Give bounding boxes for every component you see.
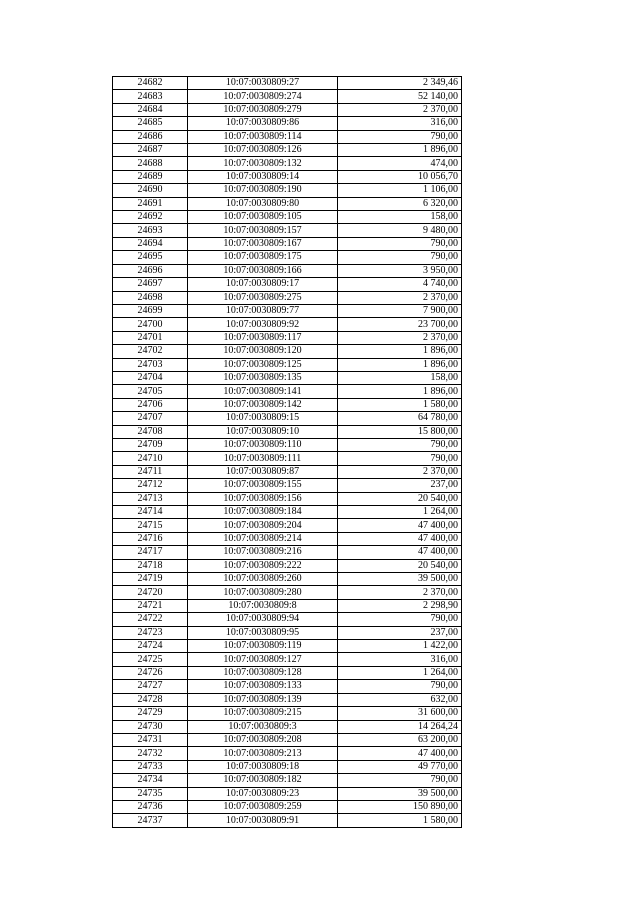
table-row	[113, 479, 462, 492]
row-number-cell: 24711	[113, 465, 188, 478]
value-cell: 790,00	[338, 237, 462, 250]
table-row	[113, 532, 462, 545]
table-row	[113, 412, 462, 425]
cadastral-number-cell: 10:07:0030809:80	[188, 197, 338, 210]
table-row	[113, 666, 462, 679]
value-cell: 4 740,00	[338, 278, 462, 291]
value-cell: 1 106,00	[338, 184, 462, 197]
cadastral-number-cell: 10:07:0030809:87	[188, 465, 338, 478]
value-cell: 1 422,00	[338, 640, 462, 653]
table-row	[113, 747, 462, 760]
row-number-cell: 24715	[113, 519, 188, 532]
row-number-cell: 24721	[113, 599, 188, 612]
row-number-cell: 24682	[113, 77, 188, 90]
cadastral-number-cell: 10:07:0030809:216	[188, 546, 338, 559]
value-cell: 1 580,00	[338, 398, 462, 411]
table-row	[113, 211, 462, 224]
table-row	[113, 90, 462, 103]
cadastral-number-cell: 10:07:0030809:204	[188, 519, 338, 532]
value-cell: 2 370,00	[338, 291, 462, 304]
row-number-cell: 24735	[113, 787, 188, 800]
table-row	[113, 787, 462, 800]
row-number-cell: 24720	[113, 586, 188, 599]
table-row	[113, 291, 462, 304]
value-cell: 2 298,90	[338, 599, 462, 612]
row-number-cell: 24724	[113, 640, 188, 653]
table-row	[113, 345, 462, 358]
cadastral-number-cell: 10:07:0030809:8	[188, 599, 338, 612]
row-number-cell: 24734	[113, 774, 188, 787]
cadastral-number-cell: 10:07:0030809:142	[188, 398, 338, 411]
cadastral-number-cell: 10:07:0030809:126	[188, 144, 338, 157]
value-cell: 10 056,70	[338, 170, 462, 183]
row-number-cell: 24698	[113, 291, 188, 304]
cadastral-number-cell: 10:07:0030809:184	[188, 506, 338, 519]
value-cell: 20 540,00	[338, 492, 462, 505]
cadastral-number-cell: 10:07:0030809:135	[188, 371, 338, 384]
table-row	[113, 800, 462, 813]
value-cell: 20 540,00	[338, 559, 462, 572]
table-row	[113, 157, 462, 170]
value-cell: 1 896,00	[338, 385, 462, 398]
table-row	[113, 425, 462, 438]
value-cell: 2 370,00	[338, 465, 462, 478]
value-cell: 790,00	[338, 680, 462, 693]
row-number-cell: 24718	[113, 559, 188, 572]
table-row	[113, 814, 462, 827]
row-number-cell: 24707	[113, 412, 188, 425]
cadastral-number-cell: 10:07:0030809:91	[188, 814, 338, 827]
cadastral-number-cell: 10:07:0030809:10	[188, 425, 338, 438]
cadastral-number-cell: 10:07:0030809:259	[188, 800, 338, 813]
value-cell: 2 370,00	[338, 331, 462, 344]
cadastral-number-cell: 10:07:0030809:133	[188, 680, 338, 693]
cadastral-number-cell: 10:07:0030809:120	[188, 345, 338, 358]
value-cell: 237,00	[338, 479, 462, 492]
value-cell: 150 890,00	[338, 800, 462, 813]
cadastral-number-cell: 10:07:0030809:166	[188, 264, 338, 277]
value-cell: 63 200,00	[338, 733, 462, 746]
table-row	[113, 251, 462, 264]
cadastral-number-cell: 10:07:0030809:167	[188, 237, 338, 250]
row-number-cell: 24712	[113, 479, 188, 492]
value-cell: 1 264,00	[338, 506, 462, 519]
row-number-cell: 24691	[113, 197, 188, 210]
row-number-cell: 24736	[113, 800, 188, 813]
row-number-cell: 24695	[113, 251, 188, 264]
value-cell: 64 780,00	[338, 412, 462, 425]
table-row	[113, 707, 462, 720]
table-row	[113, 398, 462, 411]
table-row	[113, 144, 462, 157]
cadastral-number-cell: 10:07:0030809:14	[188, 170, 338, 183]
value-cell: 1 896,00	[338, 144, 462, 157]
row-number-cell: 24686	[113, 130, 188, 143]
table-row	[113, 559, 462, 572]
table-row	[113, 197, 462, 210]
value-cell: 47 400,00	[338, 532, 462, 545]
value-cell: 52 140,00	[338, 90, 462, 103]
cadastral-number-cell: 10:07:0030809:3	[188, 720, 338, 733]
table-row	[113, 519, 462, 532]
table-row	[113, 331, 462, 344]
cadastral-number-cell: 10:07:0030809:222	[188, 559, 338, 572]
row-number-cell: 24729	[113, 707, 188, 720]
value-cell: 3 950,00	[338, 264, 462, 277]
table-row	[113, 613, 462, 626]
row-number-cell: 24719	[113, 573, 188, 586]
cadastral-number-cell: 10:07:0030809:214	[188, 532, 338, 545]
table-row	[113, 304, 462, 317]
cadastral-number-cell: 10:07:0030809:86	[188, 117, 338, 130]
table-row	[113, 465, 462, 478]
row-number-cell: 24690	[113, 184, 188, 197]
table-row	[113, 680, 462, 693]
value-cell: 31 600,00	[338, 707, 462, 720]
cadastral-number-cell: 10:07:0030809:111	[188, 452, 338, 465]
table-row	[113, 278, 462, 291]
row-number-cell: 24684	[113, 103, 188, 116]
value-cell: 15 800,00	[338, 425, 462, 438]
cadastral-number-cell: 10:07:0030809:157	[188, 224, 338, 237]
value-cell: 790,00	[338, 613, 462, 626]
row-number-cell: 24725	[113, 653, 188, 666]
row-number-cell: 24730	[113, 720, 188, 733]
cadastral-number-cell: 10:07:0030809:182	[188, 774, 338, 787]
value-cell: 790,00	[338, 452, 462, 465]
value-cell: 47 400,00	[338, 519, 462, 532]
cadastral-number-cell: 10:07:0030809:274	[188, 90, 338, 103]
cadastral-number-cell: 10:07:0030809:139	[188, 693, 338, 706]
value-cell: 7 900,00	[338, 304, 462, 317]
cadastral-number-cell: 10:07:0030809:125	[188, 358, 338, 371]
registry-table-body	[113, 77, 462, 828]
row-number-cell: 24693	[113, 224, 188, 237]
cadastral-number-cell: 10:07:0030809:127	[188, 653, 338, 666]
table-row	[113, 184, 462, 197]
row-number-cell: 24705	[113, 385, 188, 398]
row-number-cell: 24702	[113, 345, 188, 358]
cadastral-number-cell: 10:07:0030809:110	[188, 438, 338, 451]
row-number-cell: 24694	[113, 237, 188, 250]
cadastral-number-cell: 10:07:0030809:17	[188, 278, 338, 291]
registry-table	[112, 76, 462, 828]
table-row	[113, 358, 462, 371]
cadastral-number-cell: 10:07:0030809:15	[188, 412, 338, 425]
table-row	[113, 237, 462, 250]
cadastral-number-cell: 10:07:0030809:95	[188, 626, 338, 639]
value-cell: 47 400,00	[338, 546, 462, 559]
table-row	[113, 774, 462, 787]
value-cell: 1 896,00	[338, 345, 462, 358]
value-cell: 158,00	[338, 211, 462, 224]
row-number-cell: 24700	[113, 318, 188, 331]
cadastral-number-cell: 10:07:0030809:23	[188, 787, 338, 800]
row-number-cell: 24727	[113, 680, 188, 693]
value-cell: 474,00	[338, 157, 462, 170]
value-cell: 632,00	[338, 693, 462, 706]
cadastral-number-cell: 10:07:0030809:94	[188, 613, 338, 626]
cadastral-number-cell: 10:07:0030809:141	[188, 385, 338, 398]
value-cell: 23 700,00	[338, 318, 462, 331]
row-number-cell: 24687	[113, 144, 188, 157]
row-number-cell: 24709	[113, 438, 188, 451]
table-row	[113, 640, 462, 653]
value-cell: 49 770,00	[338, 760, 462, 773]
table-row	[113, 506, 462, 519]
table-row	[113, 573, 462, 586]
row-number-cell: 24708	[113, 425, 188, 438]
row-number-cell: 24685	[113, 117, 188, 130]
table-row	[113, 599, 462, 612]
value-cell: 2 349,46	[338, 77, 462, 90]
cadastral-number-cell: 10:07:0030809:175	[188, 251, 338, 264]
value-cell: 790,00	[338, 130, 462, 143]
row-number-cell: 24697	[113, 278, 188, 291]
cadastral-number-cell: 10:07:0030809:213	[188, 747, 338, 760]
cadastral-number-cell: 10:07:0030809:105	[188, 211, 338, 224]
value-cell: 14 264,24	[338, 720, 462, 733]
table-row	[113, 224, 462, 237]
value-cell: 790,00	[338, 438, 462, 451]
row-number-cell: 24703	[113, 358, 188, 371]
value-cell: 1 580,00	[338, 814, 462, 827]
value-cell: 2 370,00	[338, 586, 462, 599]
value-cell: 1 264,00	[338, 666, 462, 679]
row-number-cell: 24701	[113, 331, 188, 344]
row-number-cell: 24717	[113, 546, 188, 559]
table-row	[113, 693, 462, 706]
cadastral-number-cell: 10:07:0030809:27	[188, 77, 338, 90]
row-number-cell: 24706	[113, 398, 188, 411]
table-row	[113, 720, 462, 733]
row-number-cell: 24726	[113, 666, 188, 679]
table-row	[113, 130, 462, 143]
row-number-cell: 24710	[113, 452, 188, 465]
cadastral-number-cell: 10:07:0030809:280	[188, 586, 338, 599]
table-row	[113, 170, 462, 183]
value-cell: 316,00	[338, 653, 462, 666]
value-cell: 2 370,00	[338, 103, 462, 116]
table-row	[113, 385, 462, 398]
value-cell: 39 500,00	[338, 573, 462, 586]
cadastral-number-cell: 10:07:0030809:279	[188, 103, 338, 116]
row-number-cell: 24696	[113, 264, 188, 277]
table-row	[113, 626, 462, 639]
table-row	[113, 438, 462, 451]
value-cell: 1 896,00	[338, 358, 462, 371]
value-cell: 6 320,00	[338, 197, 462, 210]
table-row	[113, 77, 462, 90]
row-number-cell: 24737	[113, 814, 188, 827]
cadastral-number-cell: 10:07:0030809:119	[188, 640, 338, 653]
value-cell: 47 400,00	[338, 747, 462, 760]
cadastral-number-cell: 10:07:0030809:92	[188, 318, 338, 331]
value-cell: 9 480,00	[338, 224, 462, 237]
cadastral-number-cell: 10:07:0030809:114	[188, 130, 338, 143]
row-number-cell: 24713	[113, 492, 188, 505]
table-row	[113, 760, 462, 773]
value-cell: 790,00	[338, 774, 462, 787]
table-row	[113, 264, 462, 277]
cadastral-number-cell: 10:07:0030809:190	[188, 184, 338, 197]
table-row	[113, 653, 462, 666]
row-number-cell: 24728	[113, 693, 188, 706]
row-number-cell: 24704	[113, 371, 188, 384]
cadastral-number-cell: 10:07:0030809:77	[188, 304, 338, 317]
cadastral-number-cell: 10:07:0030809:18	[188, 760, 338, 773]
cadastral-number-cell: 10:07:0030809:260	[188, 573, 338, 586]
table-row	[113, 318, 462, 331]
value-cell: 790,00	[338, 251, 462, 264]
table-row	[113, 371, 462, 384]
row-number-cell: 24722	[113, 613, 188, 626]
cadastral-number-cell: 10:07:0030809:215	[188, 707, 338, 720]
cadastral-number-cell: 10:07:0030809:132	[188, 157, 338, 170]
cadastral-number-cell: 10:07:0030809:128	[188, 666, 338, 679]
row-number-cell: 24683	[113, 90, 188, 103]
cadastral-number-cell: 10:07:0030809:156	[188, 492, 338, 505]
cadastral-number-cell: 10:07:0030809:117	[188, 331, 338, 344]
table-row	[113, 117, 462, 130]
row-number-cell: 24699	[113, 304, 188, 317]
cadastral-number-cell: 10:07:0030809:155	[188, 479, 338, 492]
table-row	[113, 586, 462, 599]
table-row	[113, 103, 462, 116]
value-cell: 39 500,00	[338, 787, 462, 800]
table-row	[113, 492, 462, 505]
row-number-cell: 24714	[113, 506, 188, 519]
cadastral-number-cell: 10:07:0030809:275	[188, 291, 338, 304]
row-number-cell: 24732	[113, 747, 188, 760]
row-number-cell: 24688	[113, 157, 188, 170]
row-number-cell: 24716	[113, 532, 188, 545]
table-row	[113, 452, 462, 465]
table-row	[113, 546, 462, 559]
value-cell: 237,00	[338, 626, 462, 639]
row-number-cell: 24692	[113, 211, 188, 224]
value-cell: 316,00	[338, 117, 462, 130]
row-number-cell: 24731	[113, 733, 188, 746]
row-number-cell: 24689	[113, 170, 188, 183]
row-number-cell: 24733	[113, 760, 188, 773]
table-row	[113, 733, 462, 746]
cadastral-number-cell: 10:07:0030809:208	[188, 733, 338, 746]
value-cell: 158,00	[338, 371, 462, 384]
row-number-cell: 24723	[113, 626, 188, 639]
